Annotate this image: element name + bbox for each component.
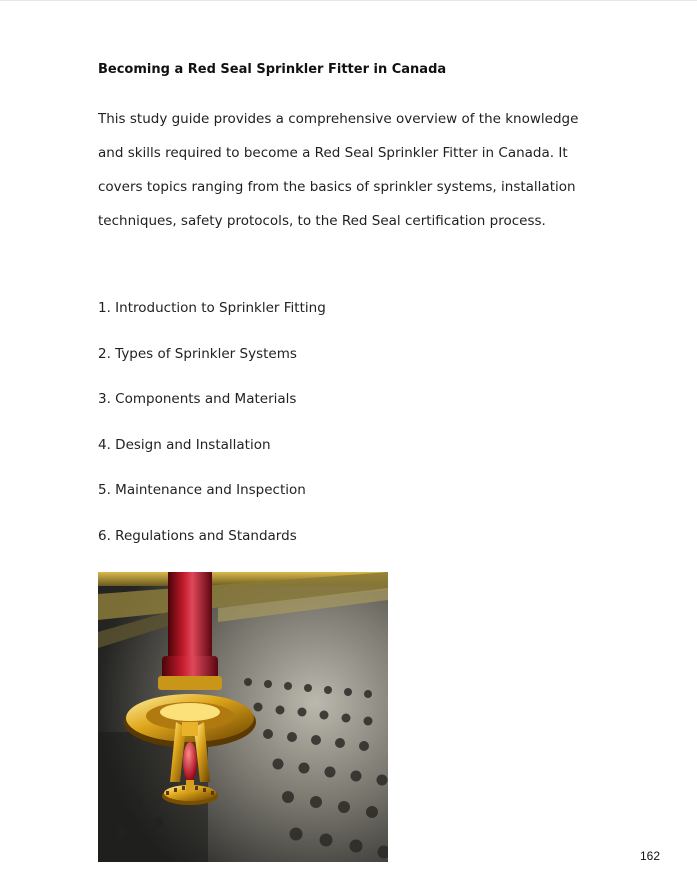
sprinkler-head-photo (98, 572, 388, 862)
toc-item: 2. Types of Sprinkler Systems (98, 345, 297, 362)
intro-line: This study guide provides a comprehensive overview of the knowledge (98, 111, 579, 127)
table-of-contents (98, 298, 326, 571)
page-number: 162 (640, 849, 661, 863)
toc-item: 6. Regulations and Standards (98, 527, 297, 544)
toc-item: 5. Maintenance and Inspection (98, 482, 306, 498)
intro-line: techniques, safety protocols, to the Red Seal certification process. (98, 213, 546, 229)
toc-item: 4. Design and Installation (98, 436, 271, 453)
document-title: Becoming a Red Seal Sprinkler Fitter in Canada (98, 62, 447, 77)
toc-item: 3. Components and Materials (98, 391, 297, 407)
top-rule (0, 0, 697, 1)
page-content (98, 60, 618, 238)
intro-paragraph (98, 102, 588, 238)
sprinkler-head-illustration (98, 572, 388, 862)
intro-line: covers topics ranging from the basics of sprinkler systems, installation (98, 179, 576, 195)
intro-line: and skills required to become a Red Seal Sprinkler Fitter in Canada. It (98, 145, 568, 161)
toc-item: 1. Introduction to Sprinkler Fitting (98, 300, 326, 316)
